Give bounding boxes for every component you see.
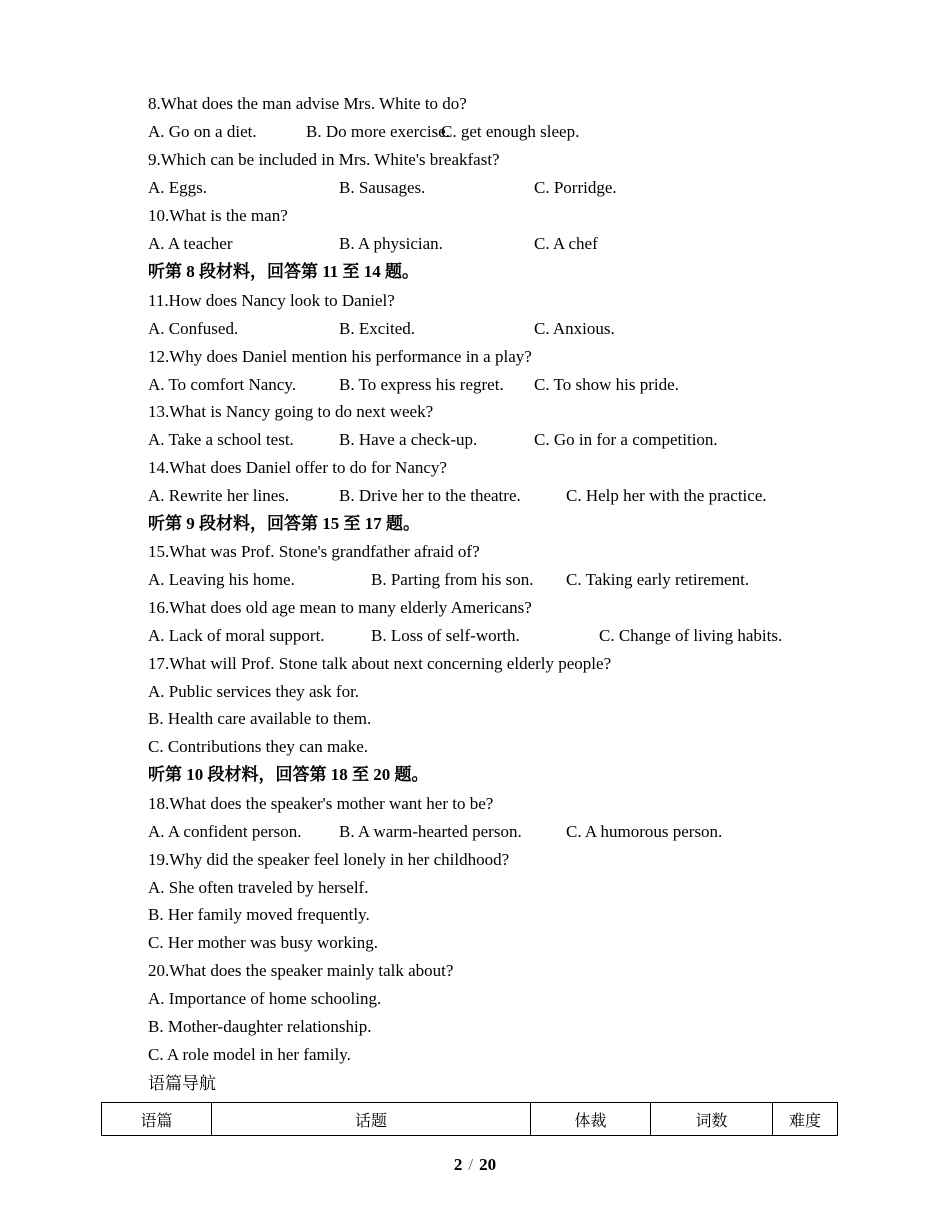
option-c: C. Porridge. <box>534 178 617 197</box>
option-b: B. Loss of self-worth. <box>371 626 520 645</box>
option-c: C. Change of living habits. <box>599 626 783 645</box>
option-c: C. Anxious. <box>534 319 615 338</box>
option-c: C. A chef <box>534 234 598 253</box>
option-a: A. Confused. <box>148 319 239 338</box>
question-20-option-b: B. Mother-daughter relationship. <box>148 1017 372 1036</box>
question-18-stem: 18.What does the speaker's mother want her to be? <box>148 794 494 813</box>
option-a: A. To comfort Nancy. <box>148 375 296 394</box>
section-heading-10: 听第 10 段材料，回答第 18 至 20 题。 <box>148 765 429 784</box>
question-20-stem: 20.What does the speaker mainly talk about? <box>148 961 454 980</box>
table-header-cell: 词数 <box>651 1103 773 1136</box>
question-17-option-b: B. Health care available to them. <box>148 709 372 728</box>
question-11-stem: 11.How does Nancy look to Daniel? <box>148 291 395 310</box>
page-current: 2 <box>453 1155 463 1174</box>
table-header-cell: 体裁 <box>531 1103 651 1136</box>
option-b: B. To express his regret. <box>339 375 504 394</box>
question-19-option-b: B. Her family moved frequently. <box>148 905 370 924</box>
option-c: C. A humorous person. <box>566 822 723 841</box>
option-c: C. Go in for a competition. <box>534 430 718 449</box>
table-header-cell: 语篇 <box>102 1103 212 1136</box>
option-a: A. Rewrite her lines. <box>148 486 290 505</box>
option-b: B. Do more exercise. <box>306 122 450 141</box>
question-20-option-c: C. A role model in her family. <box>148 1045 351 1064</box>
page-number <box>0 1155 950 1175</box>
question-8-stem: 8.What does the man advise Mrs. White to do? <box>148 94 467 113</box>
table-header-cell: 话题 <box>212 1103 531 1136</box>
option-b: B. Excited. <box>339 319 416 338</box>
option-c: C. To show his pride. <box>534 375 679 394</box>
question-15-stem: 15.What was Prof. Stone's grandfather afraid of? <box>148 542 480 561</box>
guide-title: 语篇导航 <box>148 1074 216 1094</box>
question-20-option-a: A. Importance of home schooling. <box>148 989 382 1008</box>
page-separator: / <box>468 1155 474 1174</box>
option-c: C. get enough sleep. <box>441 122 580 141</box>
question-12-stem: 12.Why does Daniel mention his performance in a play? <box>148 347 532 366</box>
question-17-stem: 17.What will Prof. Stone talk about next concerning elderly people? <box>148 654 612 673</box>
option-b: B. Drive her to the theatre. <box>339 486 521 505</box>
option-a: A. Take a school test. <box>148 430 294 449</box>
question-19-stem: 19.Why did the speaker feel lonely in her childhood? <box>148 850 510 869</box>
option-a: A. Go on a diet. <box>148 122 257 141</box>
table-header-cell: 难度 <box>773 1103 838 1136</box>
question-10-stem: 10.What is the man? <box>148 206 288 225</box>
option-b: B. A warm-hearted person. <box>339 822 522 841</box>
question-14-stem: 14.What does Daniel offer to do for Nancy? <box>148 458 447 477</box>
option-b: B. Sausages. <box>339 178 426 197</box>
option-b: B. A physician. <box>339 234 443 253</box>
question-16-stem: 16.What does old age mean to many elderly Americans? <box>148 598 532 617</box>
table-header-row <box>102 1103 838 1136</box>
question-17-option-c: C. Contributions they can make. <box>148 737 369 756</box>
section-heading-9: 听第 9 段材料，回答第 15 至 17 题。 <box>148 514 420 533</box>
option-b: B. Parting from his son. <box>371 570 534 589</box>
option-b: B. Have a check-up. <box>339 430 478 449</box>
question-13-stem: 13.What is Nancy going to do next week? <box>148 402 434 421</box>
option-a: A. A confident person. <box>148 822 302 841</box>
page-total: 20 <box>479 1155 497 1174</box>
option-a: A. Lack of moral support. <box>148 626 325 645</box>
question-9-stem: 9.Which can be included in Mrs. White's breakfast? <box>148 150 500 169</box>
question-19-option-a: A. She often traveled by herself. <box>148 878 369 897</box>
question-19-option-c: C. Her mother was busy working. <box>148 933 378 952</box>
question-17-option-a: A. Public services they ask for. <box>148 682 360 701</box>
option-a: A. Eggs. <box>148 178 208 197</box>
section-heading-8: 听第 8 段材料，回答第 11 至 14 题。 <box>148 262 420 281</box>
option-a: A. Leaving his home. <box>148 570 295 589</box>
option-c: C. Help her with the practice. <box>566 486 767 505</box>
option-c: C. Taking early retirement. <box>566 570 750 589</box>
option-a: A. A teacher <box>148 234 233 253</box>
guide-table <box>101 1102 838 1136</box>
